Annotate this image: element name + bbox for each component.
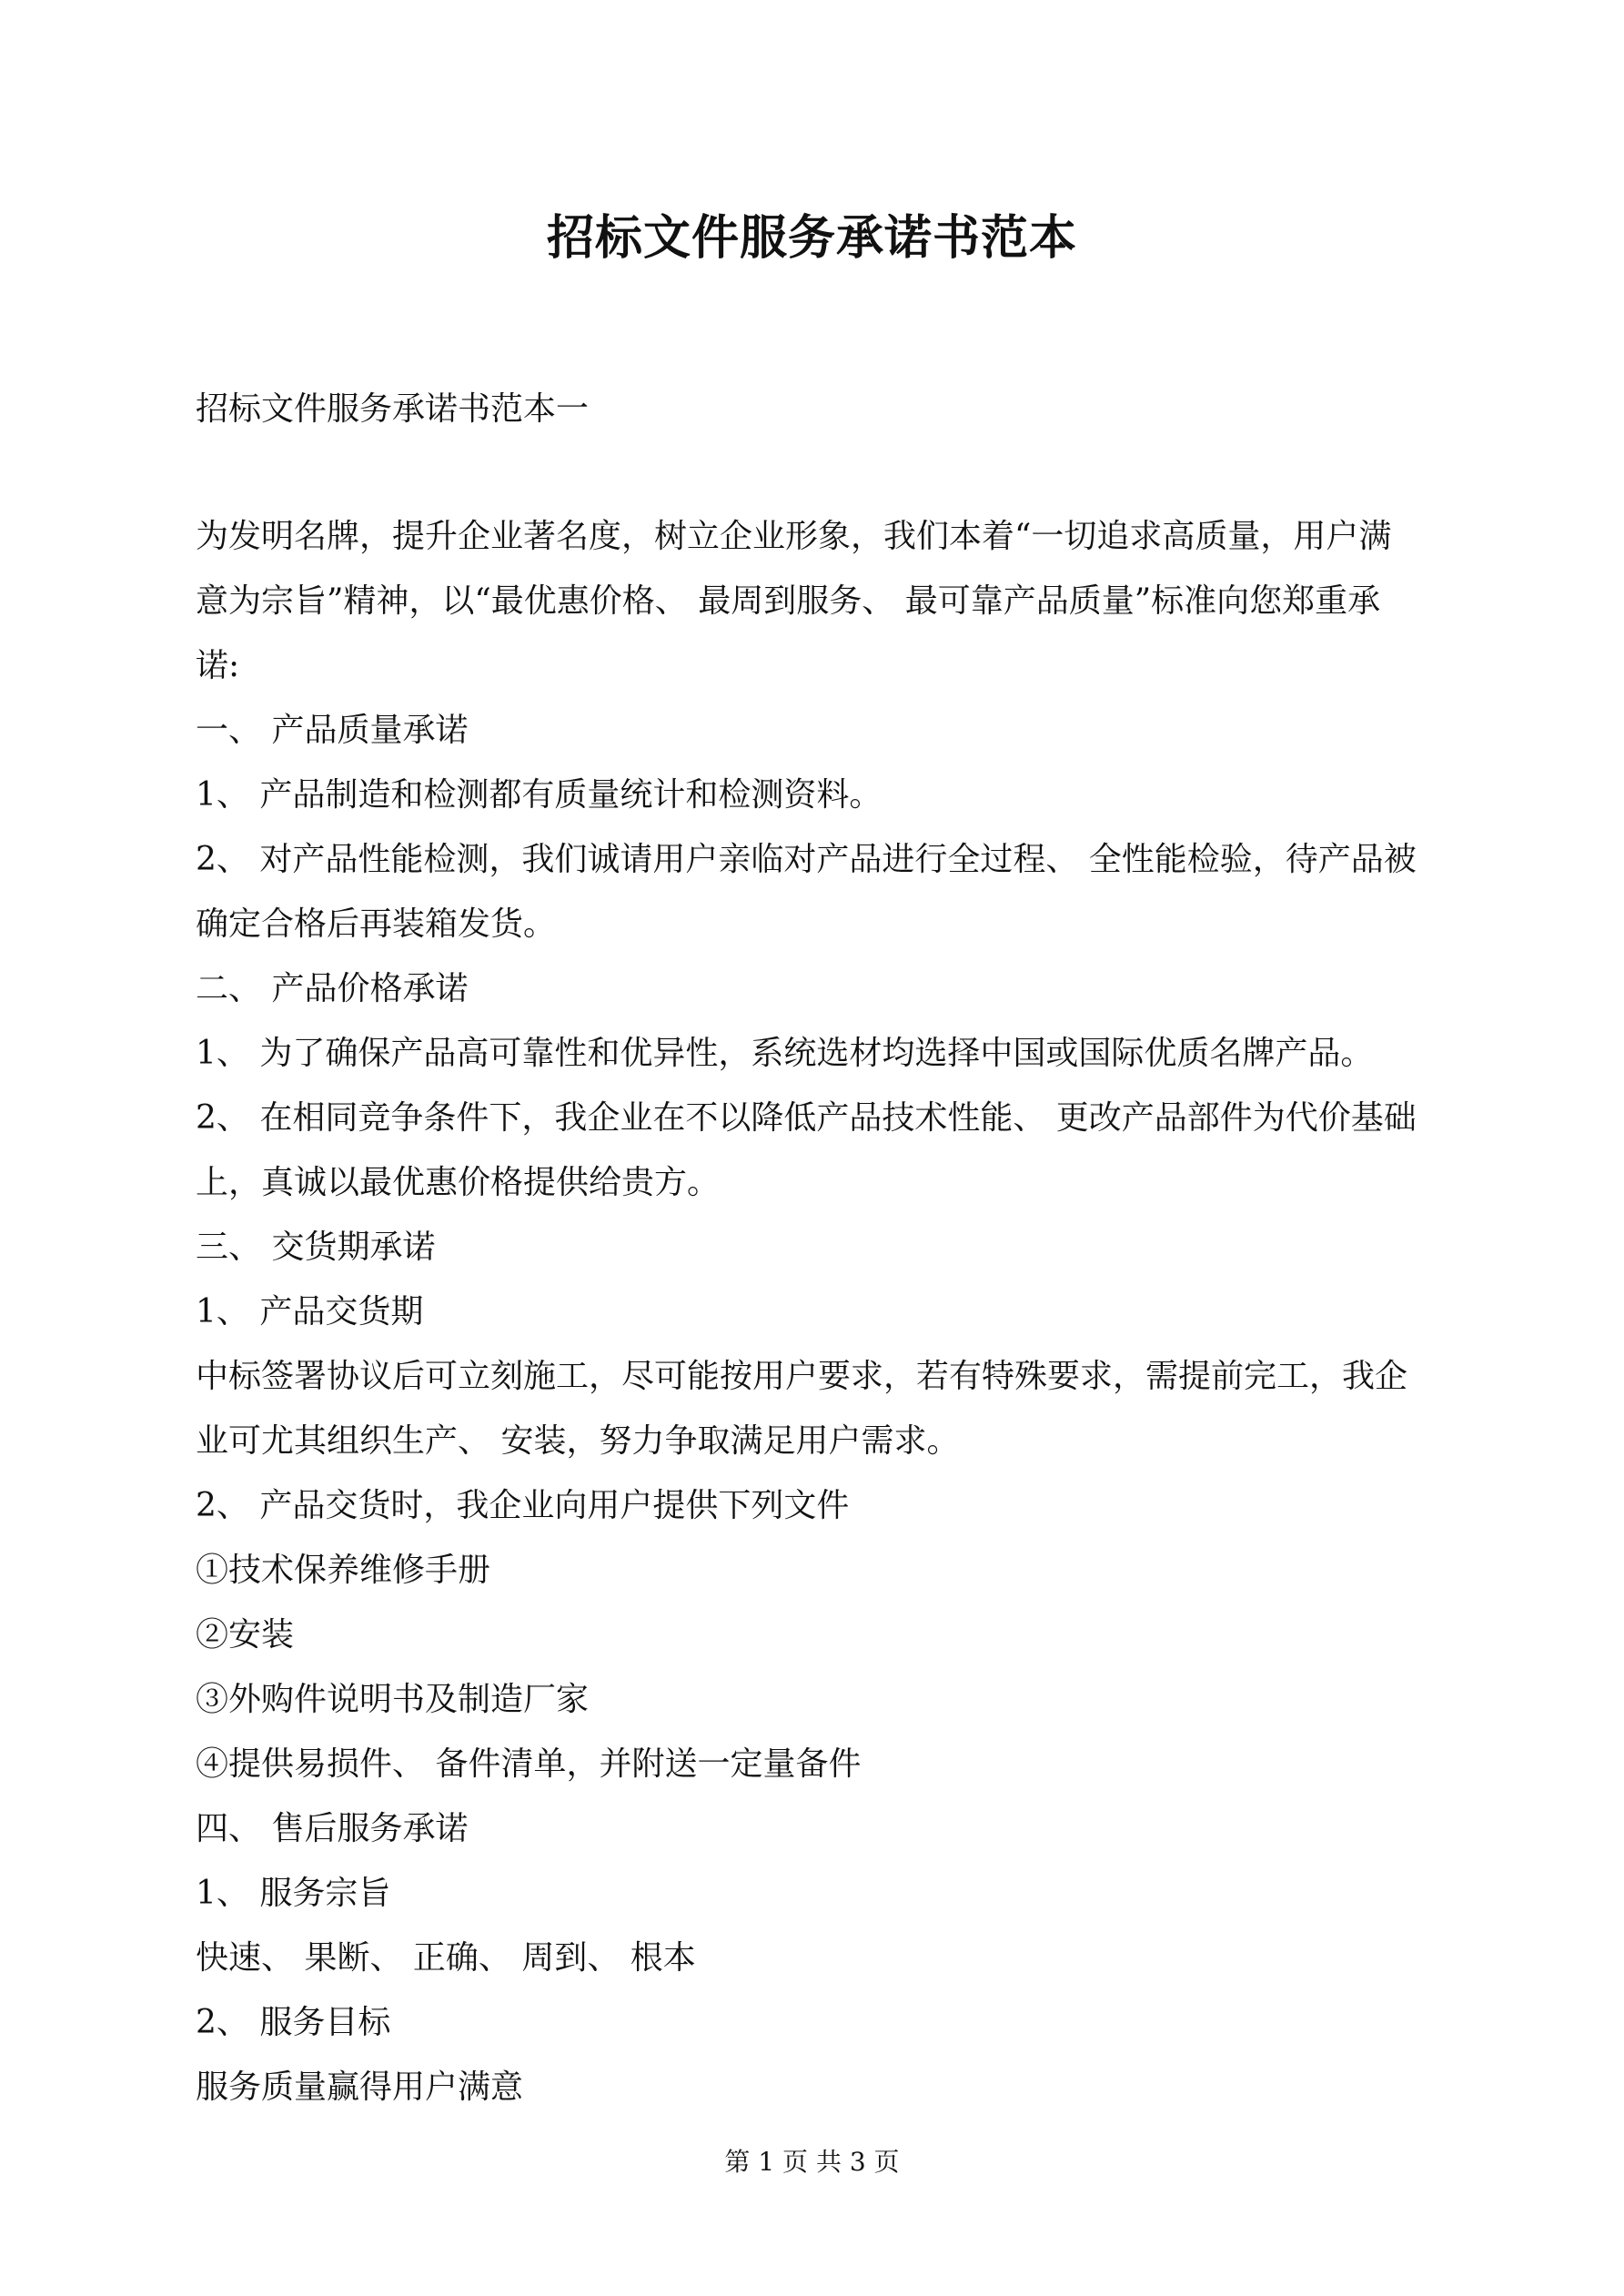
document-subtitle: 招标文件服务承诺书范本一 [196,390,590,428]
list-item: 2、 在相同竞争条件下，我企业在不以降低产品技术性能、 更改产品部件为代价基础 [196,1099,1417,1137]
paragraph-line: 诺: [196,647,240,684]
list-item: 1、 服务宗旨 [196,1875,391,1912]
paragraph-line: 服务质量赢得用户满意 [196,2068,524,2106]
section-heading: 二、 产品价格承诺 [196,970,469,1007]
document-body [196,504,1442,2119]
section-heading: 三、 交货期承诺 [196,1229,436,1266]
list-item: 1、 产品交货期 [196,1293,424,1330]
list-item: 2、 产品交货时，我企业向用户提供下列文件 [196,1487,850,1524]
paragraph-line: 上，真诚以最优惠价格提供给贵方。 [196,1164,721,1201]
paragraph-line: 业可尤其组织生产、 安装，努力争取满足用户需求。 [196,1422,960,1460]
list-item: ③外购件说明书及制造厂家 [196,1681,590,1718]
paragraph-line: 确定合格后再装箱发货。 [196,905,557,943]
paragraph-line: 为发明名牌，提升企业著名度，树立企业形象，我们本着“一切追求高质量，用户满 [196,518,1392,555]
paragraph-line: 意为宗旨”精神，以“最优惠价格、 最周到服务、 最可靠产品质量”标准向您郑重承 [196,582,1381,620]
document-title: 招标文件服务承诺书范本 [546,210,1077,266]
list-item: 1、 为了确保产品高可靠性和优异性，系统选材均选择中国或国际优质名牌产品。 [196,1035,1374,1072]
page-number-footer: 第 1 页 共 3 页 [724,2147,900,2177]
paragraph-line: 快速、 果断、 正确、 周到、 根本 [196,1939,696,1977]
section-heading: 四、 售后服务承诺 [196,1810,469,1847]
list-item: ②安装 [196,1616,295,1654]
list-item: 2、 对产品性能检测，我们诚请用户亲临对产品进行全过程、 全性能检验，待产品被 [196,841,1417,878]
section-heading: 一、 产品质量承诺 [196,712,469,749]
paragraph-line: 中标签署协议后可立刻施工，尽可能按用户要求，若有特殊要求，需提前完工，我企 [196,1358,1408,1395]
list-item: ④提供易损件、 备件清单，并附送一定量备件 [196,1745,862,1783]
list-item: ①技术保养维修手册 [196,1552,491,1589]
list-item: 1、 产品制造和检测都有质量统计和检测资料。 [196,776,883,814]
list-item: 2、 服务目标 [196,2004,391,2041]
